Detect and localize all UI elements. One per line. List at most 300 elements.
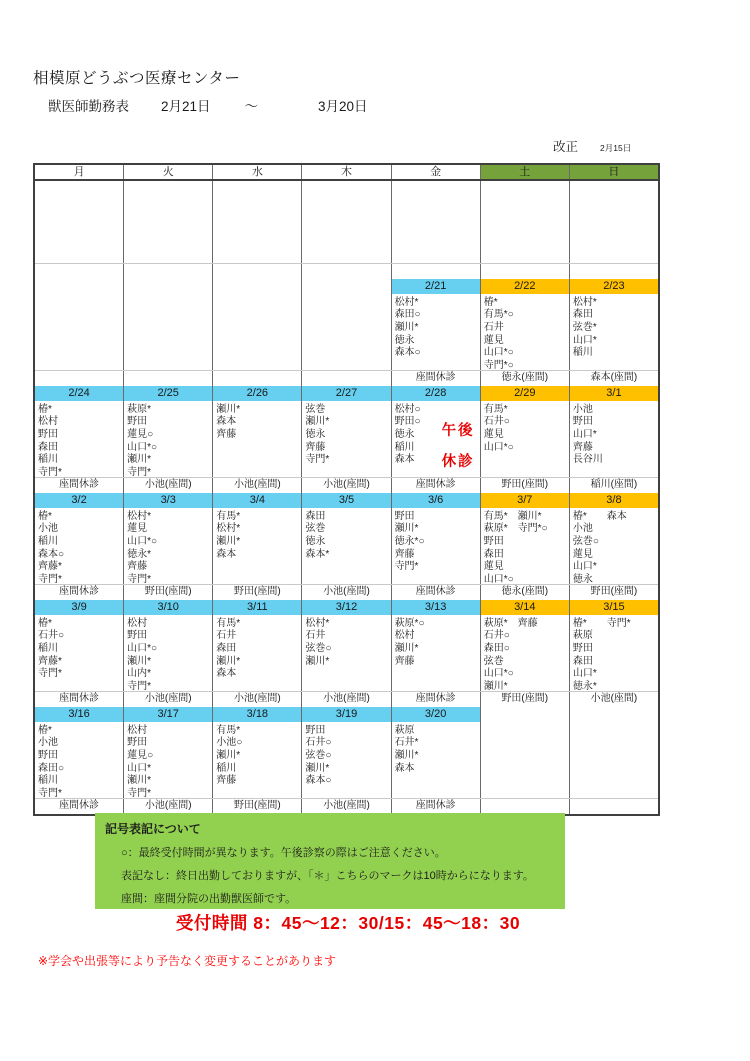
vet-name: 瀬川* <box>216 535 241 547</box>
vet-name: 石井○ <box>305 737 332 749</box>
branch-note-2/22: 徳永(座間) <box>481 371 570 386</box>
vet-name: 有馬* <box>216 724 241 736</box>
branch-note-empty <box>570 799 658 814</box>
branch-note-3/19: 小池(座間) <box>302 799 391 814</box>
date-cell-empty <box>35 279 124 294</box>
vet-name: 有馬*○ <box>483 309 514 321</box>
vet-name: 山口*○ <box>483 347 514 359</box>
roster-cell-3/20 <box>392 722 481 798</box>
vet-name: 蓮見 <box>483 428 504 440</box>
vet-name: 寺門* <box>305 454 330 466</box>
vet-name: 齊藤 <box>394 548 415 560</box>
vet-name: 弦巻 <box>483 655 504 667</box>
vet-name: 松村 <box>127 724 148 736</box>
vet-name: 蓮見 <box>127 523 148 535</box>
vet-name: 寺門*○ <box>483 360 514 370</box>
vet-name: 萩原* 齊藤 <box>483 617 538 629</box>
roster-cell-3/8 <box>570 508 658 584</box>
date-cell-2/28: 2/28 <box>392 386 481 401</box>
vet-name: 山口* <box>572 428 597 440</box>
vet-name: 寺門* <box>127 681 152 691</box>
vet-name: 森田 <box>38 441 58 453</box>
vet-name: 長谷川 <box>572 454 603 466</box>
vet-name: 森田○ <box>38 762 65 774</box>
vet-name: 松村* <box>572 296 597 308</box>
roster-cell-3/11 <box>213 615 302 691</box>
vet-name: 齊藤 <box>394 655 415 667</box>
subtitle-label: 獣医師勤務表 <box>48 99 129 114</box>
vet-name: 瀬川* <box>394 642 419 654</box>
vet-name: 瀬川* <box>216 749 241 761</box>
branch-note-3/4: 野田(座間) <box>213 585 302 600</box>
date-cell-3/11: 3/11 <box>213 600 302 615</box>
weekday-header-木: 木 <box>302 165 391 179</box>
date-cell-3/1: 3/1 <box>570 386 658 401</box>
vet-name: 蓮見○ <box>127 428 154 440</box>
roster-cell-3/13 <box>392 615 481 691</box>
branch-note-3/10: 小池(座間) <box>124 692 213 707</box>
vet-name: 野田 <box>38 428 58 440</box>
vet-name: 瀬川* <box>305 655 330 667</box>
date-cell-empty <box>302 279 391 294</box>
roster-cell-empty <box>481 181 570 263</box>
period-end: 3月20日 <box>318 99 368 114</box>
vet-name: 徳永*○ <box>394 535 425 547</box>
period-start: 2月21日 <box>161 99 211 114</box>
vet-name: 石井* <box>394 737 419 749</box>
vet-name: 松村* <box>305 617 330 629</box>
vet-name: 齊藤 <box>216 428 237 440</box>
date-cell-3/6: 3/6 <box>392 493 481 508</box>
branch-note-3/1: 稲川(座間) <box>570 478 658 493</box>
branch-note-3/9: 座間休診 <box>35 692 124 707</box>
vet-name: 有馬* <box>483 403 508 415</box>
vet-name: 山口* <box>572 668 597 680</box>
date-cell-3/17: 3/17 <box>124 707 213 722</box>
vet-name: 松村 <box>38 416 58 428</box>
branch-note-2/27: 小池(座間) <box>302 478 391 493</box>
vet-name: 蓮見 <box>483 561 504 573</box>
vet-name: 寺門* <box>38 467 62 477</box>
roster-cell-empty <box>302 181 391 263</box>
vet-name: 山口*○ <box>483 668 514 680</box>
date-cell-2/23: 2/23 <box>570 279 658 294</box>
date-cell-2/27: 2/27 <box>302 386 391 401</box>
vet-name: 小池 <box>572 403 593 415</box>
date-cell-2/25: 2/25 <box>124 386 213 401</box>
week-block-3 <box>35 493 658 600</box>
week-block-1 <box>35 279 658 386</box>
date-cell-2/24: 2/24 <box>35 386 124 401</box>
vet-name: 齊藤 <box>305 441 326 453</box>
branch-note-3/3: 野田(座間) <box>124 585 213 600</box>
vet-name: 石井 <box>483 321 504 333</box>
roster-cell-3/12 <box>302 615 391 691</box>
roster-cell-2/23 <box>570 294 658 370</box>
branch-note-2/28: 座間休診 <box>392 478 481 493</box>
vet-name: 有馬* <box>216 510 241 522</box>
roster-cell-3/5 <box>302 508 391 584</box>
vet-name: 瀬川* <box>394 321 419 333</box>
vet-name: 稲川 <box>216 762 237 774</box>
footer-row <box>35 584 658 600</box>
date-cell-empty <box>213 279 302 294</box>
vet-name: 稲川 <box>38 775 58 787</box>
date-cell-2/22: 2/22 <box>481 279 570 294</box>
weekday-header-row <box>35 165 658 181</box>
vet-name: 森田 <box>572 309 593 321</box>
date-cell-3/13: 3/13 <box>392 600 481 615</box>
branch-note-empty <box>392 264 481 279</box>
roster-cell-3/1 <box>570 401 658 477</box>
vet-name: 齊藤 <box>127 561 148 573</box>
vet-name: 小池○ <box>216 737 243 749</box>
date-header-row <box>35 600 658 615</box>
footer-row <box>35 798 658 814</box>
vet-name: 山口*○ <box>127 642 158 654</box>
vet-name: 森田 <box>483 548 504 560</box>
vet-name: 石井○ <box>38 630 65 642</box>
vet-name: 野田 <box>394 510 415 522</box>
vet-name: 稲川 <box>38 642 58 654</box>
vet-name: 萩原* <box>127 403 152 415</box>
roster-cell-2/29 <box>481 401 570 477</box>
vet-name: 小池 <box>572 523 593 535</box>
branch-note-empty <box>302 371 391 386</box>
vet-name: 蓮見 <box>483 334 504 346</box>
vet-name: 松村 <box>127 617 148 629</box>
vet-name: 石井 <box>216 630 237 642</box>
weekday-header-水: 水 <box>213 165 302 179</box>
vet-name: 野田 <box>572 416 593 428</box>
vet-name: 山口*○ <box>127 535 158 547</box>
vet-name: 寺門* <box>38 788 62 798</box>
weekday-header-金: 金 <box>392 165 481 179</box>
vet-name: 有馬* 瀬川* <box>483 510 542 522</box>
branch-note-3/5: 小池(座間) <box>302 585 391 600</box>
vet-name: 森本○ <box>305 775 332 787</box>
vet-name: 野田 <box>127 737 148 749</box>
roster-cell-empty <box>392 181 481 263</box>
vet-name: 稲川 <box>572 347 593 359</box>
week-block-2 <box>35 386 658 493</box>
week-block-4 <box>35 600 658 707</box>
date-header-row <box>35 279 658 294</box>
footer-row <box>35 370 658 386</box>
legend-line-1: 表記なし：終日出勤しておりますが、「＊」こちらのマークは10時からになります。 <box>121 870 534 882</box>
vet-name: 萩原 <box>394 724 415 736</box>
vet-name: 石井○ <box>483 630 510 642</box>
vet-name: 徳永* <box>127 548 152 560</box>
vet-name: 森本○ <box>38 548 65 560</box>
vet-name: 弦巻 <box>305 523 326 535</box>
vet-name: 弦巻○ <box>305 642 332 654</box>
date-cell-3/16: 3/16 <box>35 707 124 722</box>
names-row <box>35 294 658 370</box>
roster-cell-empty <box>35 181 124 263</box>
vet-name: 蓮見○ <box>127 749 154 761</box>
date-cell-empty <box>570 707 658 722</box>
roster-cell-empty <box>570 181 658 263</box>
vet-name: 椿* 森本 <box>572 510 627 522</box>
date-cell-2/26: 2/26 <box>213 386 302 401</box>
names-row <box>35 181 658 263</box>
roster-cell-2/28 <box>392 401 481 477</box>
vet-name: 萩原*○ <box>394 617 425 629</box>
vet-name: 森本 <box>394 762 415 774</box>
change-notice-footnote: ※学会や出張等により予告なく変更することがあります <box>38 954 337 968</box>
roster-cell-3/10 <box>124 615 213 691</box>
footer-row <box>35 691 658 707</box>
date-header-row <box>35 707 658 722</box>
vet-name: 森本* <box>305 548 330 560</box>
branch-note-3/12: 小池(座間) <box>302 692 391 707</box>
roster-cell-3/6 <box>392 508 481 584</box>
branch-note-3/14: 野田(座間) <box>481 692 570 707</box>
date-cell-3/20: 3/20 <box>392 707 481 722</box>
vet-name: 椿* <box>38 510 52 522</box>
branch-note-2/24: 座間休診 <box>35 478 124 493</box>
vet-name: 稲川 <box>394 441 415 453</box>
vet-name: 寺門* <box>38 668 62 680</box>
vet-name: 山口*○ <box>483 574 514 584</box>
vet-name: 齊藤* <box>38 561 62 573</box>
branch-note-3/15: 小池(座間) <box>570 692 658 707</box>
vet-name: 瀬川* <box>127 454 152 466</box>
branch-note-3/13: 座間休診 <box>392 692 481 707</box>
date-header-row <box>35 386 658 401</box>
branch-note-3/8: 野田(座間) <box>570 585 658 600</box>
roster-cell-3/3 <box>124 508 213 584</box>
branch-note-empty <box>213 371 302 386</box>
vet-name: 山口* <box>572 561 597 573</box>
roster-cell-3/15 <box>570 615 658 691</box>
legend-line-2: 座間：座間分院の出勤獣医師です。 <box>121 893 297 905</box>
branch-note-3/18: 野田(座間) <box>213 799 302 814</box>
roster-cell-empty <box>570 722 658 798</box>
date-cell-3/19: 3/19 <box>302 707 391 722</box>
vet-name: 椿* <box>38 617 52 629</box>
vet-name: 萩原 <box>572 630 593 642</box>
roster-cell-empty <box>481 722 570 798</box>
vet-name: 弦巻* <box>572 321 597 333</box>
vet-name: 蓮見 <box>572 548 593 560</box>
revision-label: 改正 <box>553 140 579 154</box>
branch-note-empty <box>124 264 213 279</box>
branch-note-2/25: 小池(座間) <box>124 478 213 493</box>
vet-name: 松村○ <box>394 403 421 415</box>
legend-box <box>95 813 565 909</box>
date-cell-3/4: 3/4 <box>213 493 302 508</box>
date-cell-3/10: 3/10 <box>124 600 213 615</box>
weekday-header-月: 月 <box>35 165 124 179</box>
vet-name: 寺門* <box>38 574 62 584</box>
date-cell-3/18: 3/18 <box>213 707 302 722</box>
roster-cell-empty <box>35 294 124 370</box>
branch-note-empty <box>481 799 570 814</box>
branch-note-empty <box>481 264 570 279</box>
weekday-header-火: 火 <box>124 165 213 179</box>
date-cell-3/12: 3/12 <box>302 600 391 615</box>
date-cell-3/7: 3/7 <box>481 493 570 508</box>
names-row <box>35 401 658 477</box>
roster-cell-3/16 <box>35 722 124 798</box>
branch-note-empty <box>35 264 124 279</box>
roster-cell-empty <box>302 294 391 370</box>
vet-name: 寺門* <box>127 467 152 477</box>
vet-name: 瀬川* <box>305 416 330 428</box>
vet-name: 瀬川* <box>394 523 419 535</box>
roster-cell-empty <box>124 181 213 263</box>
date-cell-3/14: 3/14 <box>481 600 570 615</box>
roster-cell-3/19 <box>302 722 391 798</box>
vet-name: 弦巻○ <box>305 749 332 761</box>
branch-note-empty <box>35 371 124 386</box>
vet-name: 山口* <box>572 334 597 346</box>
vet-name: 齊藤 <box>216 775 237 787</box>
vet-name: 小池 <box>38 737 58 749</box>
date-cell-3/2: 3/2 <box>35 493 124 508</box>
roster-cell-2/21 <box>392 294 481 370</box>
branch-note-3/6: 座間休診 <box>392 585 481 600</box>
date-cell-3/3: 3/3 <box>124 493 213 508</box>
date-cell-3/5: 3/5 <box>302 493 391 508</box>
vet-name: 松村 <box>394 630 415 642</box>
vet-name: 森本 <box>216 416 237 428</box>
vet-name: 森本 <box>216 548 237 560</box>
branch-note-2/29: 野田(座間) <box>481 478 570 493</box>
vet-name: 野田 <box>305 724 326 736</box>
branch-note-empty <box>302 264 391 279</box>
afternoon-closed-note <box>442 416 475 477</box>
date-cell-3/8: 3/8 <box>570 493 658 508</box>
roster-cell-empty <box>124 294 213 370</box>
vet-name: 森本○ <box>394 347 421 359</box>
duty-calendar-table <box>33 163 660 816</box>
vet-name: 森本 <box>216 668 237 680</box>
week-block-0 <box>35 181 658 279</box>
footer-row <box>35 477 658 493</box>
afternoon-closed-line: 休診 <box>441 454 475 470</box>
vet-name: 野田 <box>127 630 148 642</box>
branch-note-3/17: 小池(座間) <box>124 799 213 814</box>
vet-name: 森田○ <box>483 642 510 654</box>
roster-cell-3/18 <box>213 722 302 798</box>
vet-name: 椿* 寺門* <box>572 617 631 629</box>
vet-name: 弦巻 <box>305 403 326 415</box>
branch-note-2/26: 小池(座間) <box>213 478 302 493</box>
roster-cell-3/9 <box>35 615 124 691</box>
names-row <box>35 615 658 691</box>
vet-name: 瀬川* <box>216 655 241 667</box>
vet-name: 松村* <box>216 523 241 535</box>
vet-name: 徳永 <box>394 428 415 440</box>
branch-note-3/7: 徳永(座間) <box>481 585 570 600</box>
legend-line-0: ○：最終受付時間が異なります。午後診察の際はご注意ください。 <box>121 847 446 859</box>
vet-name: 石井○ <box>483 416 510 428</box>
roster-cell-2/24 <box>35 401 124 477</box>
roster-cell-3/7 <box>481 508 570 584</box>
vet-name: 稲川 <box>38 535 58 547</box>
vet-name: 徳永 <box>572 574 593 584</box>
branch-note-empty <box>124 371 213 386</box>
roster-cell-2/27 <box>302 401 391 477</box>
reception-hours: 受付時間 8：45～12：30/15：45～18：30 <box>175 913 521 933</box>
vet-name: 野田 <box>38 749 58 761</box>
vet-name: 松村* <box>127 510 152 522</box>
vet-name: 徳永 <box>305 535 326 547</box>
vet-name: 萩原* 寺門*○ <box>483 523 548 535</box>
vet-name: 弦巻○ <box>572 535 599 547</box>
vet-name: 有馬* <box>216 617 241 629</box>
vet-name: 椿* <box>483 296 498 308</box>
vet-name: 稲川 <box>38 454 58 466</box>
vet-name: 瀬川* <box>305 762 330 774</box>
vet-name: 森田○ <box>394 309 421 321</box>
roster-cell-empty <box>213 294 302 370</box>
roster-cell-3/2 <box>35 508 124 584</box>
names-row <box>35 508 658 584</box>
vet-name: 瀬川* <box>394 749 419 761</box>
branch-note-2/23: 森本(座間) <box>570 371 658 386</box>
legend-lines <box>95 844 565 906</box>
branch-note-2/21: 座間休診 <box>392 371 481 386</box>
branch-note-empty <box>213 264 302 279</box>
vet-name: 徳永 <box>394 334 415 346</box>
roster-cell-3/14 <box>481 615 570 691</box>
names-row <box>35 722 658 798</box>
vet-name: 寺門* <box>127 574 152 584</box>
vet-name: 山口*○ <box>483 441 514 453</box>
vet-name: 椿* <box>38 403 52 415</box>
vet-name: 森田 <box>305 510 326 522</box>
vet-name: 松村* <box>394 296 419 308</box>
branch-note-3/20: 座間休診 <box>392 799 481 814</box>
date-cell-3/9: 3/9 <box>35 600 124 615</box>
vet-name: 齊藤 <box>572 441 593 453</box>
page-title: 相模原どうぶつ医療センター <box>33 70 241 87</box>
vet-name: 山口* <box>127 762 152 774</box>
roster-cell-empty <box>213 181 302 263</box>
date-cell-empty <box>124 279 213 294</box>
vet-name: 石井 <box>305 630 326 642</box>
branch-note-3/16: 座間休診 <box>35 799 124 814</box>
branch-note-empty <box>570 264 658 279</box>
vet-name: 瀬川* <box>216 403 241 415</box>
vet-name: 野田 <box>127 416 148 428</box>
weekday-header-土: 土 <box>481 165 570 179</box>
vet-name: 瀬川* <box>127 655 152 667</box>
revision-date: 2月15日 <box>600 143 632 153</box>
date-cell-empty <box>481 707 570 722</box>
roster-cell-2/26 <box>213 401 302 477</box>
vet-name: 寺門* <box>127 788 152 798</box>
vet-name: 山内* <box>127 668 152 680</box>
vet-name: 小池 <box>38 523 58 535</box>
branch-note-3/11: 小池(座間) <box>213 692 302 707</box>
vet-name: 瀬川* <box>127 775 152 787</box>
week-block-5 <box>35 707 658 814</box>
vet-name: 野田 <box>572 642 593 654</box>
roster-cell-3/4 <box>213 508 302 584</box>
vet-name: 森田 <box>572 655 593 667</box>
vet-name: 山口*○ <box>127 441 158 453</box>
vet-name: 瀬川* <box>483 681 508 691</box>
weekday-header-日: 日 <box>570 165 658 179</box>
period-tilde: ～ <box>244 99 259 114</box>
roster-cell-2/22 <box>481 294 570 370</box>
vet-name: 野田 <box>483 535 504 547</box>
